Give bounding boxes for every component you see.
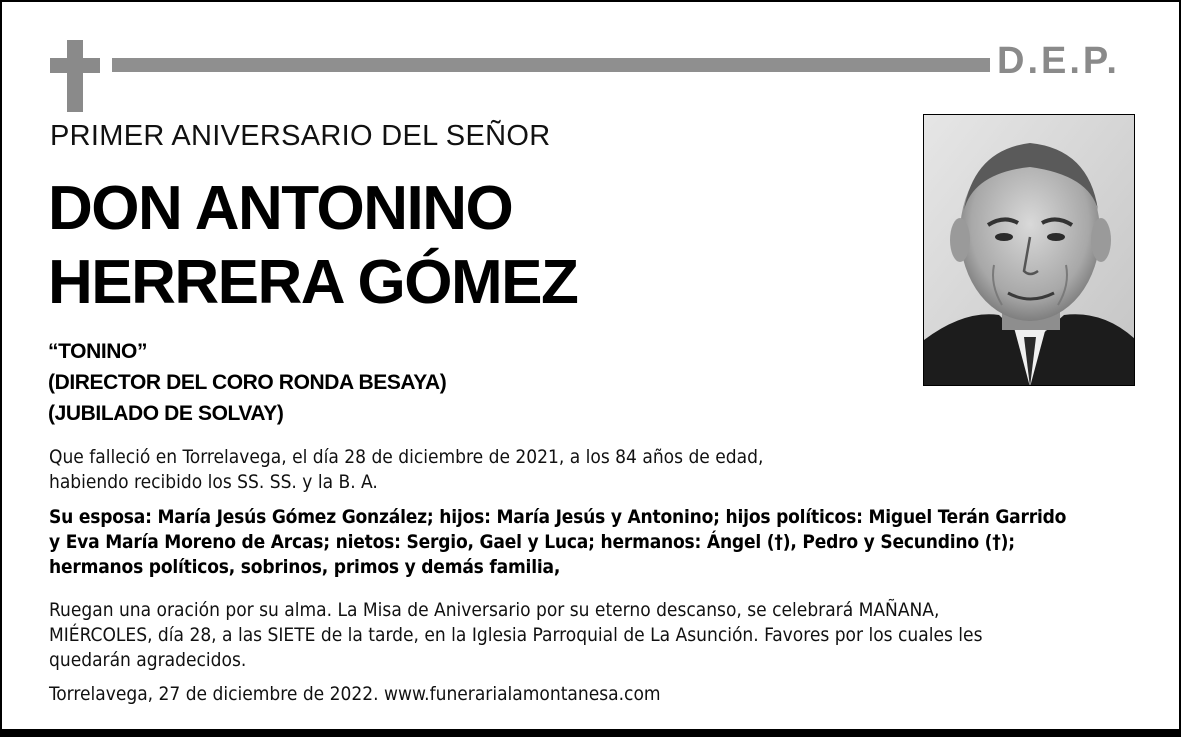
closing-line: Torrelavega, 27 de diciembre de 2022. www.funerarialamontanesa.com (49, 683, 661, 705)
mass-paragraph (49, 598, 1149, 673)
dep-label: D.E.P. (997, 40, 1120, 82)
family-line: y Eva María Moreno de Arcas; nietos: Sergio, Gael y Luca; hermanos: Ángel (†), Pedro y Secundino (†); (49, 531, 1015, 553)
deceased-name-line1: DON ANTONINO (48, 174, 513, 243)
mass-line: Ruegan una oración por su alma. La Misa de Aniversario por su eterno descanso, se celebrará MAÑANA, (49, 599, 940, 621)
bottom-border (2, 729, 1179, 737)
death-line: habiendo recibido los SS. SS. y la B. A. (49, 471, 378, 493)
portrait-photo (923, 114, 1135, 386)
notice-subtitle: PRIMER ANIVERSARIO DEL SEÑOR (50, 120, 551, 152)
death-paragraph (49, 445, 1149, 495)
death-line: Que falleció en Torrelavega, el día 28 de diciembre de 2021, a los 84 años de edad, (49, 446, 764, 468)
deceased-name-line2: HERRERA GÓMEZ (48, 248, 578, 317)
role-line1: (DIRECTOR DEL CORO RONDA BESAYA) (48, 371, 447, 394)
header-rule (112, 58, 990, 72)
family-line: Su esposa: María Jesús Gómez González; hijos: María Jesús y Antonino; hijos políticos: Miguel Terán Garrido (49, 506, 1067, 528)
family-line: hermanos políticos, sobrinos, primos y demás familia, (49, 556, 561, 578)
mass-line: quedarán agradecidos. (49, 649, 247, 671)
role-line2: (JUBILADO DE SOLVAY) (48, 402, 284, 425)
family-paragraph (49, 505, 1149, 580)
cross-icon (50, 40, 100, 112)
mass-line: MIÉRCOLES, día 28, a las SIETE de la tarde, en la Iglesia Parroquial de La Asunción. Favores por los cuales les (49, 624, 983, 646)
nickname: “TONINO” (48, 340, 148, 363)
